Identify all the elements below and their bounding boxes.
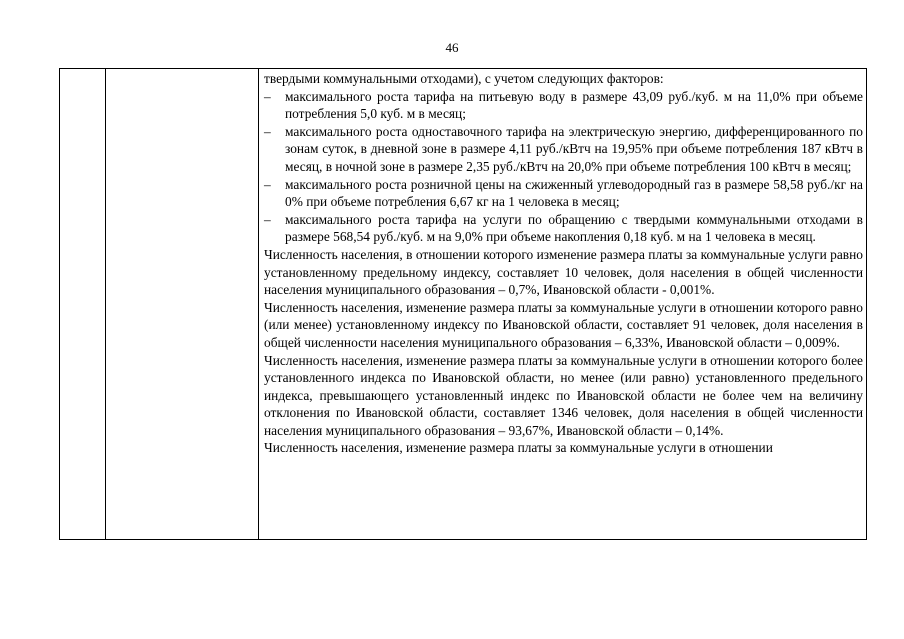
list-item bbox=[264, 211, 863, 246]
list-item-text: максимального роста тарифа на питьевую воду в размере 43,09 руб./куб. м на 11,0% при объеме потребления 5,0 куб. м в месяц; bbox=[285, 88, 863, 122]
table-cell-content bbox=[259, 69, 867, 540]
list-item-text: максимального роста одноставочного тарифа на электрическую энергию, дифференцированного по зонам суток, в дневной зоне в размере 4,11 руб./кВтч на 19,95% при объеме потребления 187 кВтч в месяц, в ночной зоне в размере 2,35 руб./кВтч на 20,0% при объеме потребления 100 кВтч в месяц; bbox=[285, 123, 863, 174]
table-cell-column-2 bbox=[106, 69, 259, 540]
list-item bbox=[264, 176, 863, 211]
document-table bbox=[59, 68, 867, 540]
page-number: 46 bbox=[445, 40, 459, 55]
paragraph: Численность населения, изменение размера платы за коммунальные услуги в отношении bbox=[264, 440, 773, 456]
cell-text bbox=[264, 70, 863, 457]
intro-line: твердыми коммунальными отходами), с учетом следующих факторов: bbox=[264, 71, 664, 86]
paragraph: Численность населения, изменение размера платы за коммунальные услуги в отношении которого равно (или менее) установленному индексу по Ивановской области, составляет 91 человек, доля населения в общей численности населения муниципального образования – 6,33%, Ивановской области – 0,009%. bbox=[264, 299, 863, 350]
dash-marker: – bbox=[264, 211, 271, 227]
list-item bbox=[264, 88, 863, 123]
dash-marker: – bbox=[264, 123, 271, 139]
list-item bbox=[264, 123, 863, 176]
list-item-text: максимального роста тарифа на услуги по обращению с твердыми коммунальными отходами в размере 568,54 руб./куб. м на 9,0% при объеме накопления 0,18 куб. м на 1 человека в месяц. bbox=[285, 211, 863, 245]
table-cell-column-1 bbox=[60, 69, 106, 540]
dash-marker: – bbox=[264, 88, 271, 104]
tariff-factor-list bbox=[264, 88, 863, 246]
paragraph: Численность населения, изменение размера платы за коммунальные услуги в отношении которого более установленного индекса по Ивановской области, но менее (или равно) установленного предельного индекса, превышающего установленный индекс по Ивановской области не более чем на величину отклонения по Ивановской области, составляет 1346 человек, доля населения в общей численности населения муниципального образования – 93,67%, Ивановской области – 0,14%. bbox=[264, 352, 863, 438]
paragraph: Численность населения, в отношении которого изменение размера платы за коммунальные услуги равно установленному предельному индексу, составляет 10 человек, доля населения в общей численности населения муниципального образования – 0,7%, Ивановской области - 0,001%. bbox=[264, 246, 863, 298]
table-row bbox=[60, 69, 867, 540]
dash-marker: – bbox=[264, 176, 271, 192]
list-item-text: максимального роста розничной цены на сжиженный углеводородный газ в размере 58,58 руб./кг на 0% при объеме потребления 6,67 кг на 1 человека в месяц; bbox=[285, 176, 863, 210]
